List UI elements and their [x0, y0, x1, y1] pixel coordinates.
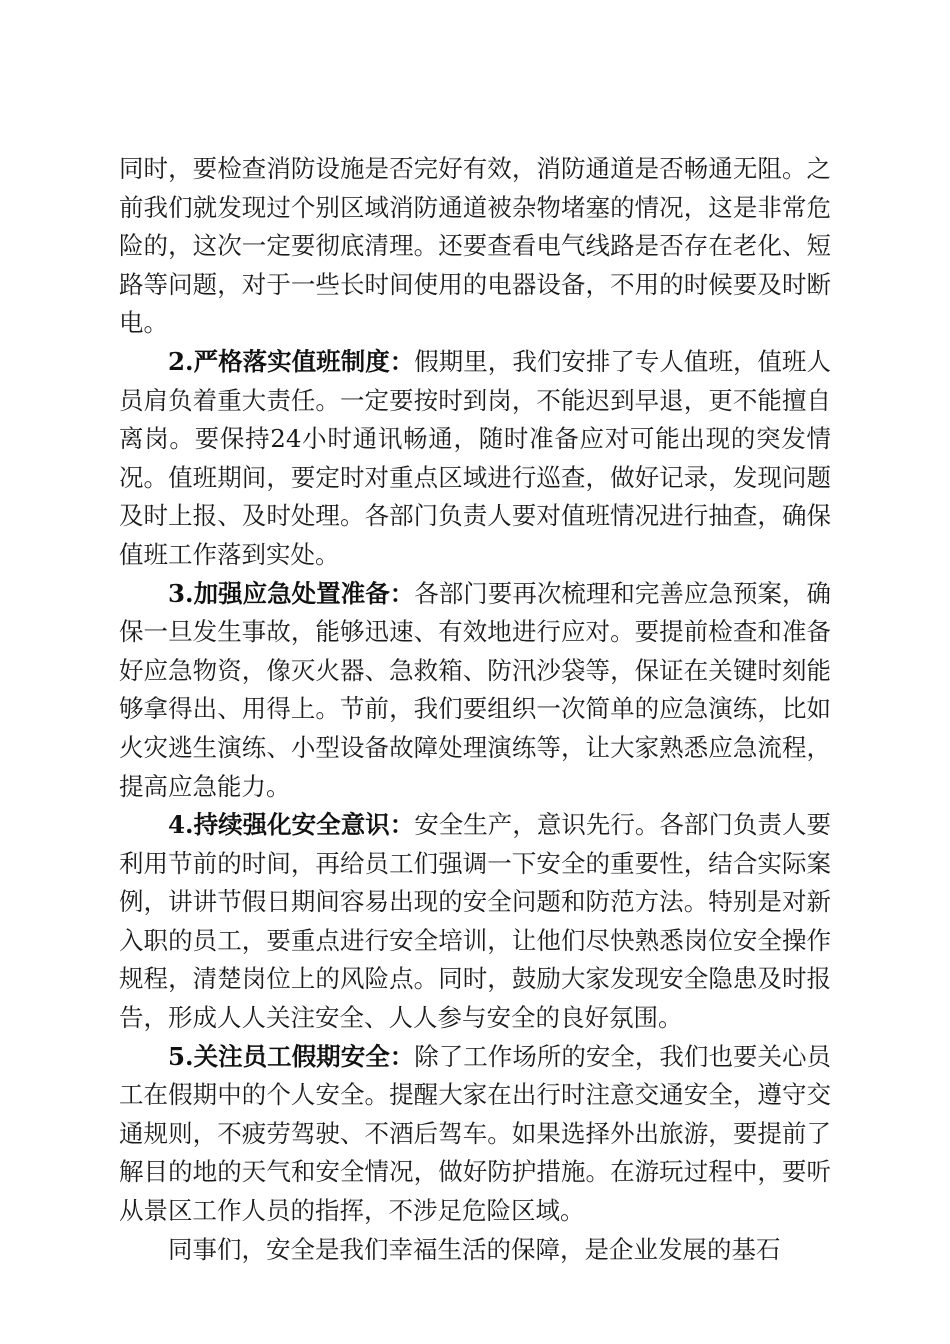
paragraph-emergency-preparation [119, 575, 831, 807]
paragraph-safety-awareness [119, 806, 831, 1038]
paragraph-holiday-safety [119, 1038, 831, 1231]
paragraph-heading: 3.加强应急处置准备： [168, 578, 415, 608]
paragraph-fire-safety-check [119, 150, 831, 343]
paragraph-text: 假期里，我们安排了专人值班，值班人员肩负着重大责任。一定要按时到岗，不能迟到早退，更不能擅自离岗。要保持24小时通讯畅通，随时准备应对可能出现的突发情况。值班期间，要定时对重点区域进行巡查，做好记录，发现问题及时上报、及时处理。各部门负责人要对值班情况进行抽查，确保值班工作落到实处。 [119, 346, 832, 569]
paragraph-text: 除了工作场所的安全，我们也要关心员工在假期中的个人安全。提醒大家在出行时注意交通安全，遵守交通规则，不疲劳驾驶、不酒后驾车。如果选择外出旅游，要提前了解目的地的天气和安全情况，做好防护措施。在游玩过程中，要听从景区工作人员的指挥，不涉足危险区域。 [119, 1041, 832, 1226]
paragraph-text: 安全生产，意识先行。各部门负责人要利用节前的时间，再给员工们强调一下安全的重要性，结合实际案例，讲讲节假日期间容易出现的安全问题和防范方法。特别是对新入职的员工，要重点进行安全培训，让他们尽快熟悉岗位安全操作规程，清楚岗位上的风险点。同时，鼓励大家发现安全隐患及时报告，形成人人关注安全、人人参与安全的良好氛围。 [119, 810, 832, 1033]
paragraph-heading: 5.关注员工假期安全： [168, 1041, 415, 1071]
paragraph-duty-system [119, 343, 831, 575]
paragraph-heading: 4.持续强化安全意识： [168, 810, 415, 840]
paragraph-closing [119, 1231, 831, 1270]
document-page [119, 150, 831, 1269]
paragraph-heading: 2.严格落实值班制度： [168, 346, 415, 376]
paragraph-text: 各部门要再次梳理和完善应急预案，确保一旦发生事故，能够迅速、有效地进行应对。要提前检查和准备好应急物资，像灭火器、急救箱、防汛沙袋等，保证在关键时刻能够拿得出、用得上。节前，我们要组织一次简单的应急演练，比如火灾逃生演练、小型设备故障处理演练等，让大家熟悉应急流程，提高应急能力。 [119, 578, 832, 801]
paragraph-text: 同事们，安全是我们幸福生活的保障，是企业发展的基石 [168, 1234, 781, 1264]
paragraph-text: 同时，要检查消防设施是否完好有效，消防通道是否畅通无阻。之前我们就发现过个别区域消防通道被杂物堵塞的情况，这是非常危险的，这次一定要彻底清理。还要查看电气线路是否存在老化、短路等问题，对于一些长时间使用的电器设备，不用的时候要及时断电。 [119, 154, 831, 338]
